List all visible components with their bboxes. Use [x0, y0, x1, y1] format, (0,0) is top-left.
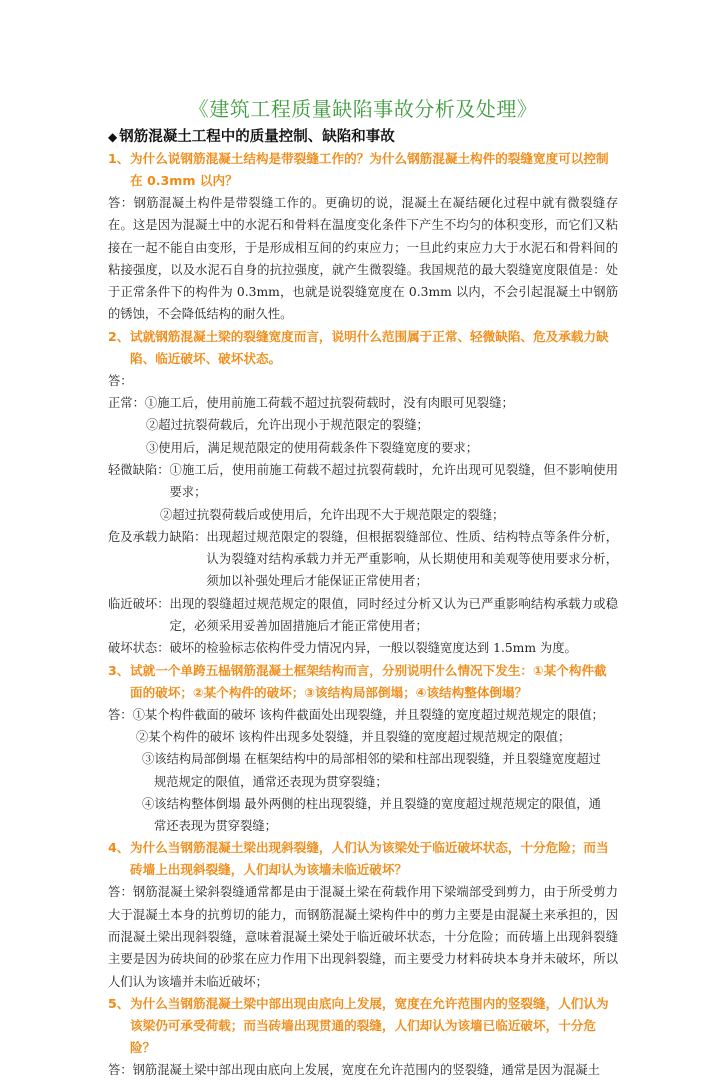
answer-3-item-2: ②某个构件的破坏 该构件出现多处裂缝，并且裂缝的宽度超过规范规定的限值； — [136, 729, 571, 744]
question-2 — [108, 326, 618, 370]
near-failure-item — [108, 593, 618, 638]
failure-text: 破坏的检验标志依构件受力情况内异，一般以裂缝宽度达到 1.5mm 为度。 — [169, 641, 577, 656]
section-heading-label: 钢筋混凝土工程中的质量控制、缺陷和事故 — [119, 129, 395, 145]
question-5-number: 5、 — [108, 995, 130, 1011]
failure-label: 破坏状态： — [108, 641, 170, 656]
document-title: 《建筑工程质量缺陷事故分析及处理》 — [188, 97, 538, 121]
answer-2-label: 答： — [108, 373, 133, 388]
answer-4: 答：钢筋混凝土梁斜裂缝通常都是由于混凝土梁在荷载作用下梁端部受到剪力，由于所受剪力大于混凝土本身的抗剪切的能力，而钢筋混凝土梁构件中的剪力主要是由混凝土来承担的，因而混凝土梁出现斜裂缝，意味着混凝土梁处于临近破坏状态，十分危险；而砖墙上出现斜裂缝主要是因为砖块间的砂浆在应力作用下出现斜裂缝，而主要受力材料砖块本身并未破坏，所以人们认为该墙并未临近破坏； — [108, 885, 618, 989]
minor-label: 轻微缺陷： — [108, 462, 170, 477]
answer-3-item-3-line-2: 规范规定的限值，通常还表现为贯穿裂缝； — [154, 774, 388, 789]
question-3-text: 试就一个单跨五榀钢筋混凝土框架结构而言，分别说明什么情况下发生：①某个构件截面的破坏；②某个构件的破坏；③该结构局部倒塌；④该结构整体倒塌？ — [130, 662, 607, 700]
question-1-number: 1、 — [108, 151, 130, 166]
question-4 — [108, 837, 618, 881]
diamond-bullet-icon: ◆ — [108, 130, 118, 144]
failure-item — [108, 637, 618, 659]
question-5-text: 为什么当钢筋混凝土梁中部出现由底向上发展，宽度在允许范围内的竖裂缝，人们认为该梁仍可承受荷载；而当砖墙出现贯通的裂缝，人们却认为该墙已临近破坏，十分危险？ — [130, 995, 609, 1055]
normal-label: 正常： — [108, 396, 145, 411]
question-3 — [108, 660, 618, 704]
answer-3-item-1: 答：①某个构件截面的破坏 该构件截面处出现裂缝，并且裂缝的宽度超过规范规定的限值； — [108, 707, 604, 722]
question-4-text: 为什么当钢筋混凝土梁出现斜裂缝，人们认为该梁处于临近破坏状态，十分危险；而当砖墙上出现斜裂缝，人们却认为该墙未临近破坏？ — [130, 840, 609, 878]
answer-3-item-4-line-2: 常还表现为贯穿裂缝； — [154, 819, 277, 834]
near-failure-label: 临近破坏： — [108, 596, 170, 611]
minor-text-1: ①施工后，使用前施工荷载不超过抗裂荷载时，允许出现可见裂缝，但不影响使用要求； — [169, 462, 618, 500]
minor-item-2: ②超过抗裂荷载后或使用后，允许出现不大于规范限定的裂缝； — [160, 507, 505, 522]
document-page — [108, 96, 618, 1081]
question-5 — [108, 993, 618, 1059]
normal-item-1 — [108, 392, 618, 414]
minor-item-1 — [108, 459, 618, 504]
normal-item-2: ②超过抗裂荷载后，允许出现小于规范限定的裂缝； — [146, 418, 429, 433]
question-2-number: 2、 — [108, 328, 130, 344]
question-3-number: 3、 — [108, 662, 130, 678]
question-2-text: 试就钢筋混凝土梁的裂缝宽度而言，说明什么范围属于正常、轻微缺陷、危及承载力缺陷、临近破坏、破坏状态。 — [130, 328, 609, 366]
danger-text: 出现超过规范限定的裂缝，但根据裂缝部位、性质、结构特点等条件分析，认为裂缝对结构承载力并无严重影响，从长期使用和美观等使用要求分析，须加以补强处理后才能保证正常使用者； — [206, 529, 618, 589]
danger-item — [108, 526, 618, 593]
answer-3-item-4-line-1: ④该结构整体倒塌 最外两侧的柱出现裂缝，并且裂缝的宽度超过规范规定的限值，通 — [142, 796, 601, 811]
question-1-text: 为什么说钢筋混凝土结构是带裂缝工作的？为什么钢筋混凝土构件的裂缝宽度可以控制在 0.3mm 以内？ — [130, 151, 609, 188]
normal-item-3: ③使用后，满足规范限定的使用荷载条件下裂缝宽度的要求； — [146, 440, 479, 455]
answer-3-item-4 — [108, 793, 618, 838]
question-1 — [108, 148, 618, 192]
answer-5: 答：钢筋混凝土梁中部出现由底向上发展，宽度在允许范围内的竖裂缝，通常是因为混凝土 — [108, 1062, 600, 1077]
answer-3-item-3 — [108, 748, 618, 793]
section-heading — [108, 126, 618, 148]
normal-text-1: ①施工后，使用前施工荷载不超过抗裂荷载时，没有肉眼可见裂缝； — [144, 396, 514, 411]
near-failure-text: 出现的裂缝超过规范规定的限值，同时经过分析又认为已严重影响结构承载力或稳定，必须采用妥善加固措施后才能正常使用者； — [169, 596, 618, 634]
danger-label: 危及承载力缺陷： — [108, 529, 207, 544]
answer-1: 答：钢筋混凝土构件是带裂缝工作的。更确切的说，混凝土在凝结硬化过程中就有微裂缝存在。这是因为混凝土中的水泥石和骨料在温度变化条件下产生不均匀的体积变形，而它们又粘接在一起不能自由变形，于是形成相互间的约束应力；一旦此约束应力大于水泥石和骨料间的粘接强度，以及水泥石自身的抗拉强度，就产生微裂缝。我国规范的最大裂缝宽度限值是：处于正常条件下的构件为 0.3mm，也就是说裂缝宽度在 0.3mm 以内，不会引起混凝土中钢筋的锈蚀，不会降低结构的耐久性。 — [108, 196, 618, 322]
answer-3-item-3-line-1: ③该结构局部倒塌 在框架结构中的局部相邻的梁和柱部出现裂缝，并且裂缝宽度超过 — [142, 752, 601, 767]
question-4-number: 4、 — [108, 840, 130, 856]
